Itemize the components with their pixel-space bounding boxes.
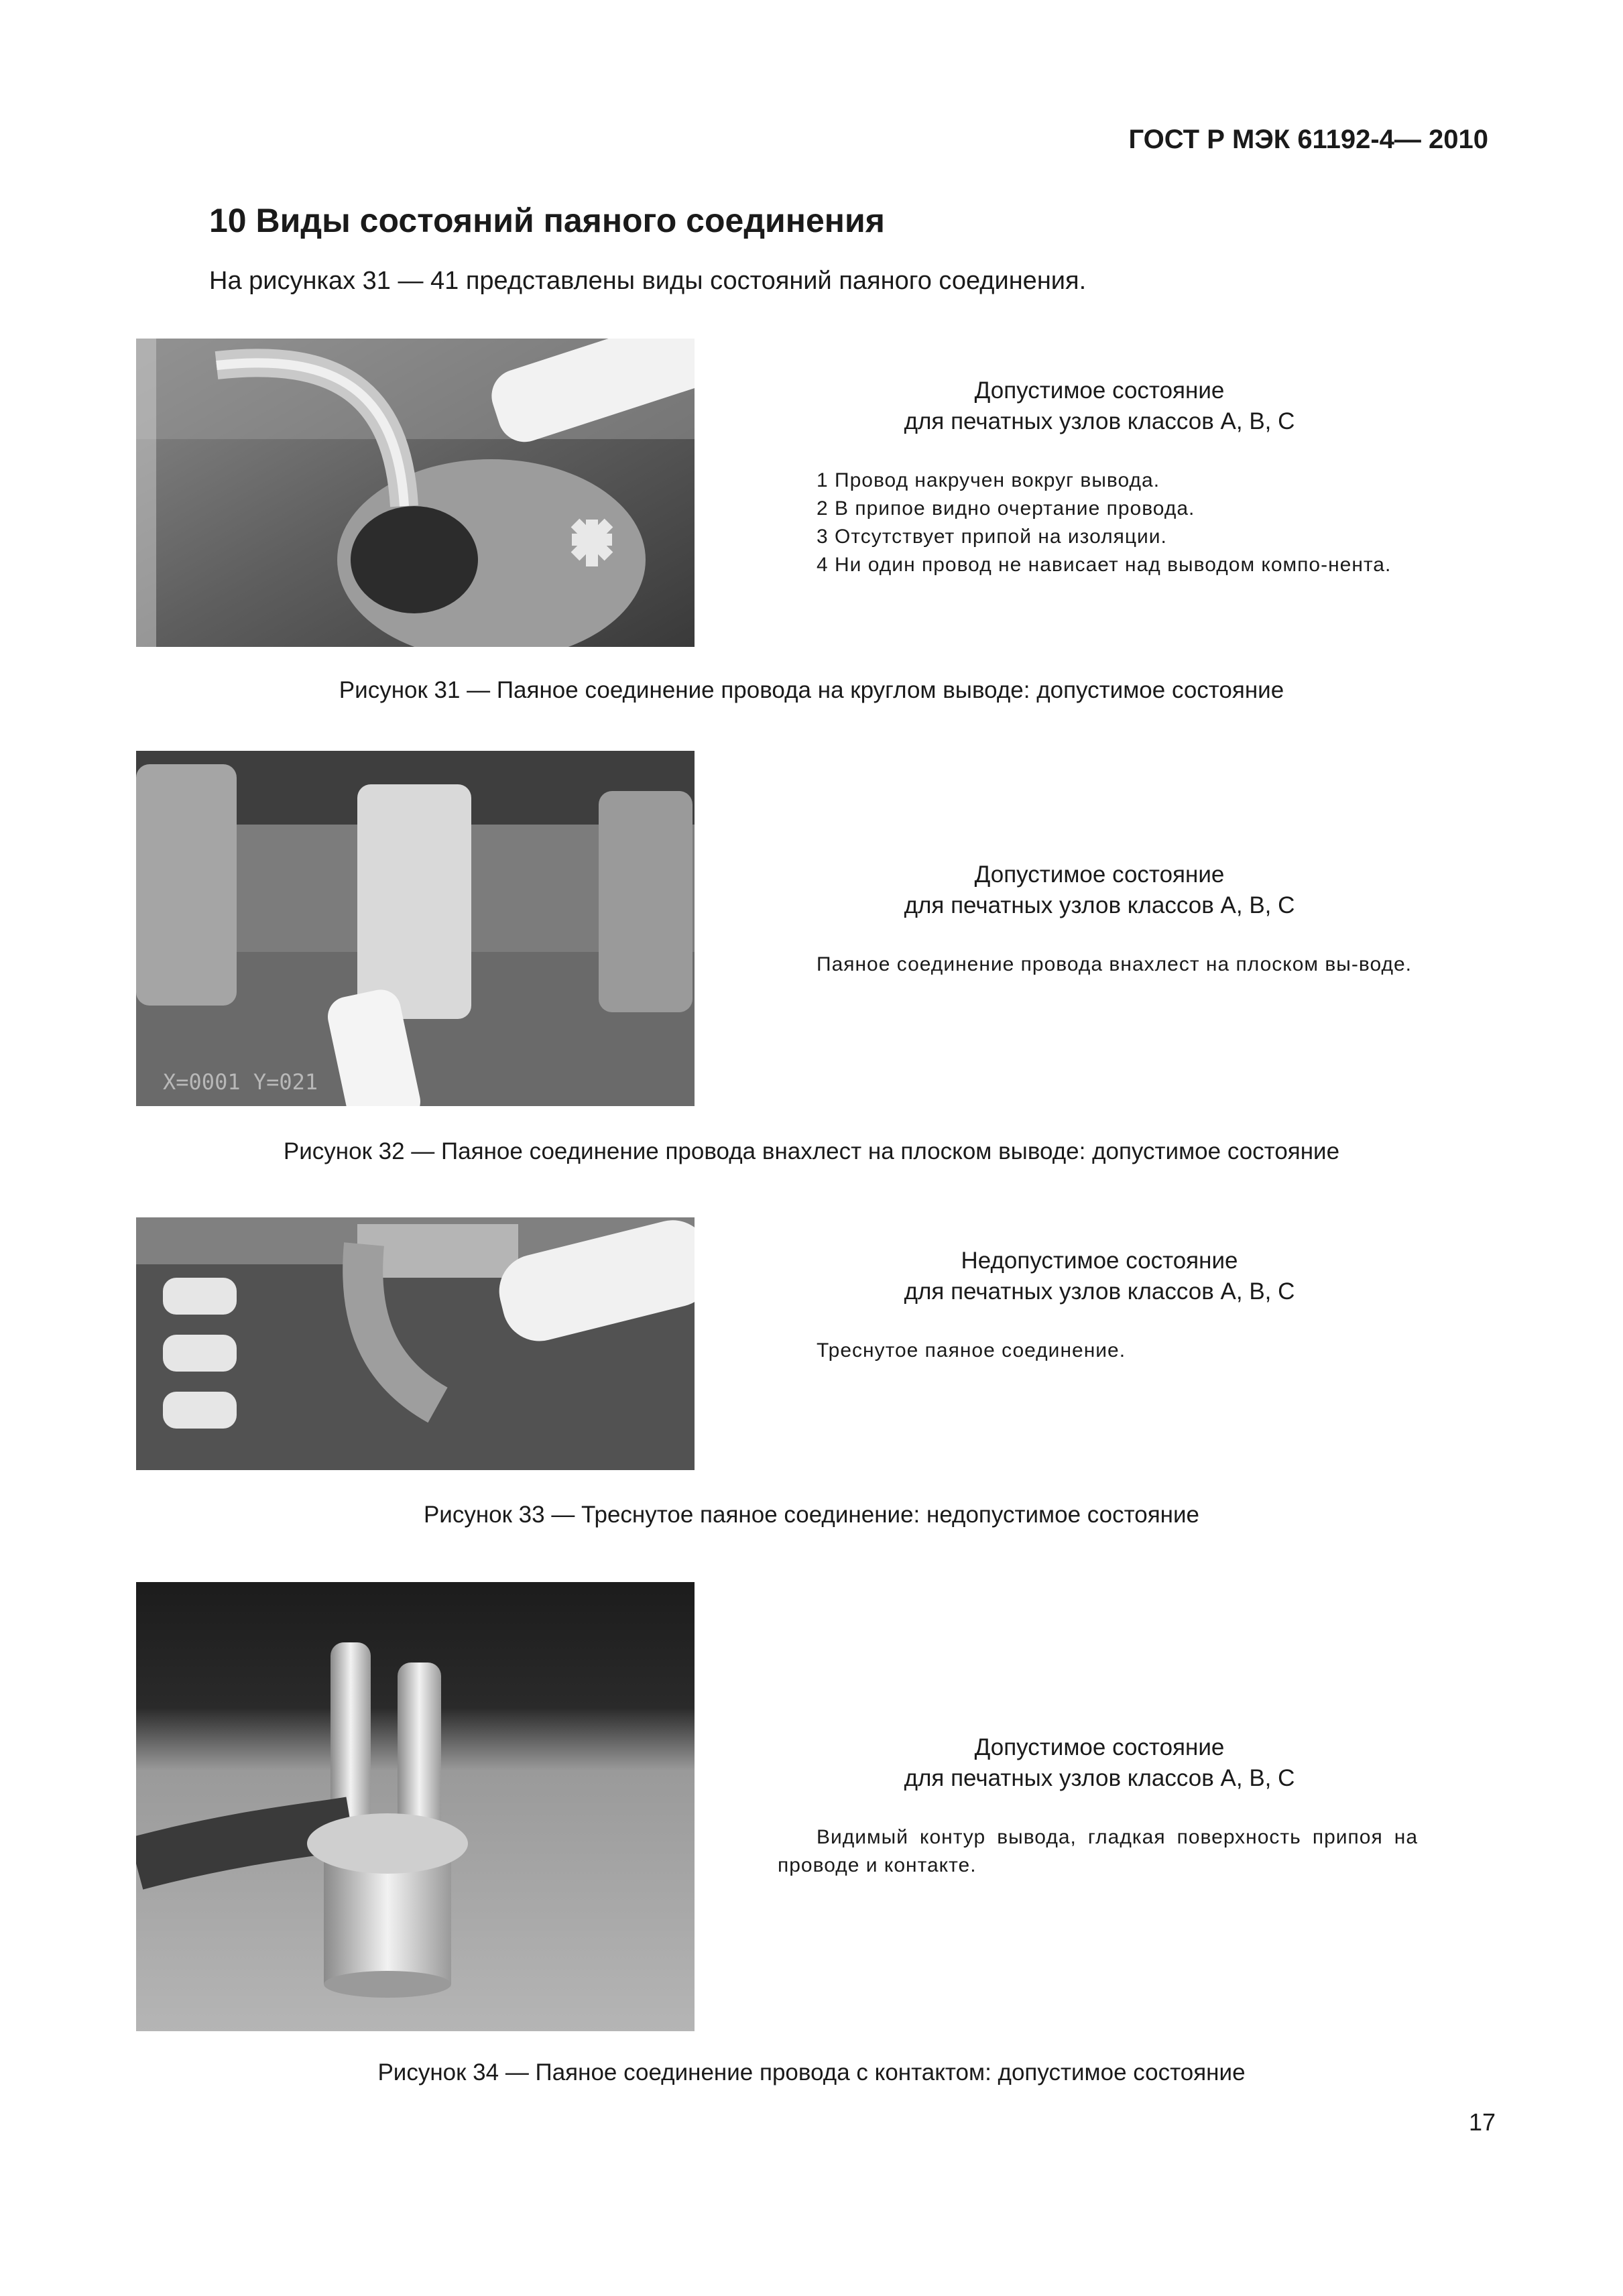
figure-32-notes bbox=[778, 951, 1418, 979]
figure-34-caption: Рисунок 34 — Паяное соединение провода с контактом: допустимое состояние bbox=[377, 2059, 1246, 2086]
figure-32-status-line2: для печатных узлов классов А, В, С bbox=[904, 892, 1295, 918]
figure-31-status-line1: Допустимое состояние bbox=[974, 377, 1225, 404]
figure-33-photo bbox=[136, 1217, 695, 1470]
figure-34-notes bbox=[778, 1823, 1418, 1880]
figure-34-note-1: Видимый контур вывода, гладкая поверхность припоя на проводе и контакте. bbox=[778, 1826, 1418, 1876]
document-standard-header: ГОСТ Р МЭК 61192-4— 2010 bbox=[1128, 125, 1488, 154]
figure-31-note-3: 3 Отсутствует припой на изоляции. bbox=[817, 526, 1167, 548]
figure-33-caption: Рисунок 33 — Треснутое паяное соединение: недопустимое состояние bbox=[423, 1502, 1200, 1528]
figure-34-status-line2: для печатных узлов классов А, В, С bbox=[904, 1765, 1295, 1791]
figure-32-photo-overlay-text bbox=[163, 1069, 318, 1095]
figure-31-status bbox=[764, 375, 1435, 437]
figure-34-status bbox=[764, 1732, 1435, 1794]
figure-31-notes bbox=[778, 467, 1418, 579]
figure-32-caption: Рисунок 32 — Паяное соединение провода внахлест на плоском выводе: допустимое состояние bbox=[283, 1138, 1340, 1164]
figure-32-note-1: Паяное соединение провода внахлест на плоском вы-воде. bbox=[817, 953, 1412, 975]
figure-34-photo bbox=[136, 1582, 695, 2031]
figure-33-status-line2: для печатных узлов классов А, В, С bbox=[904, 1278, 1295, 1305]
figure-33-status-line1: Недопустимое состояние bbox=[961, 1248, 1238, 1274]
figure-33-note-1: Треснутое паяное соединение. bbox=[817, 1339, 1126, 1362]
figure-31-note-1: 1 Провод накручен вокруг вывода. bbox=[817, 469, 1160, 491]
section-title: 10 Виды состояний паяного соединения bbox=[209, 202, 885, 239]
svg-text:X=0001 Y=021: X=0001 Y=021 bbox=[163, 1069, 318, 1095]
figure-31-photo bbox=[136, 339, 695, 647]
figure-32-status-line1: Допустимое состояние bbox=[974, 861, 1225, 888]
figure-31-caption: Рисунок 31 — Паяное соединение провода на круглом выводе: допустимое состояние bbox=[339, 677, 1284, 703]
figure-31-note-2: 2 В припое видно очертание провода. bbox=[817, 497, 1195, 520]
figure-33-status bbox=[764, 1246, 1435, 1307]
figure-32-status bbox=[764, 859, 1435, 921]
figure-31-note-4: 4 Ни один провод не нависает над выводом компо-нента. bbox=[817, 554, 1392, 576]
section-intro: На рисунках 31 — 41 представлены виды состояний паяного соединения. bbox=[209, 267, 1087, 295]
figure-32-photo bbox=[136, 751, 695, 1106]
figure-33-notes bbox=[778, 1337, 1418, 1365]
page-number: 17 bbox=[1468, 2108, 1496, 2136]
figure-34-status-line1: Допустимое состояние bbox=[974, 1734, 1225, 1760]
figure-31-status-line2: для печатных узлов классов А, В, С bbox=[904, 408, 1295, 434]
